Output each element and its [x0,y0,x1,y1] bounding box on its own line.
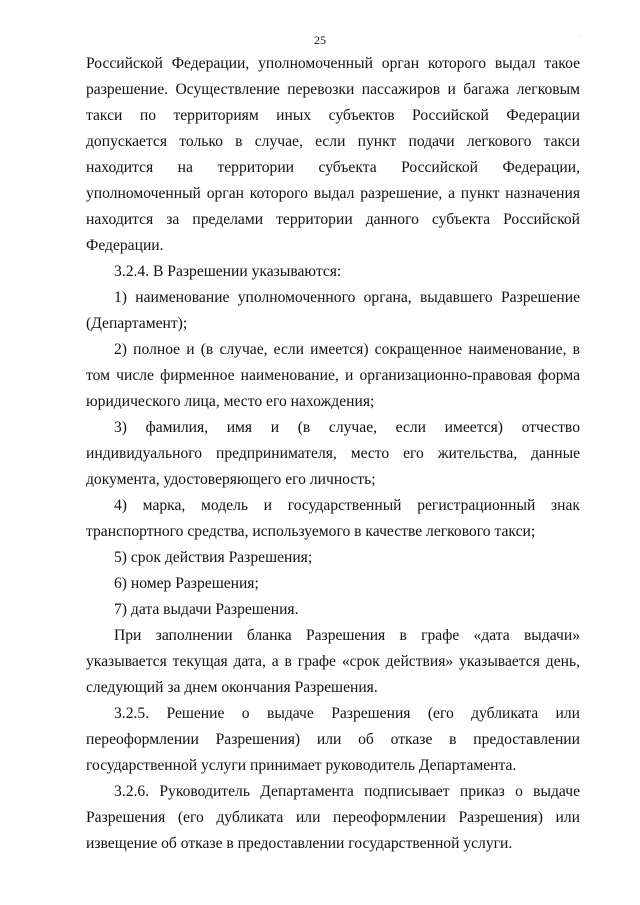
list-item-7: 7) дата выдачи Разрешения. [114,601,299,618]
list-item-5: 5) срок действия Разрешения; [114,549,313,566]
list-item-4: 4) марка, модель и государственный регистрационный знак транспортного средства, используемого в качестве легкового такси; [86,497,580,540]
list-item-3: 3) фамилия, имя и (в случае, если имеется) отчество индивидуального предпринимателя, место его жительства, данные документа, удостоверяющего его личность; [86,419,580,488]
corner-mark: · [578,34,580,40]
paragraph-federation: Российской Федерации, уполномоченный орган которого выдал такое разрешение. Осуществление перевозки пассажиров и багажа легковым такси по территориям иных субъектов Российской Федерации допускается только в случае, если пункт подачи легкового такси находится на территории субъекта Российской Федерации, уполномоченный орган которого выдал разрешение, а пункт назначения находится за пределами территории данного субъекта Российской Федерации. [86,55,580,254]
list-item-1: 1) наименование уполномоченного органа, выдавшего Разрешение (Департамент); [86,289,580,332]
section-3-2-5: 3.2.5. Решение о выдаче Разрешения (его дубликата или переоформлении Разрешения) или об отказе в предоставлении государственной услуги принимает руководитель Департамента. [86,705,580,774]
page-number: 25 [314,33,326,47]
paragraph-filling-form: При заполнении бланка Разрешения в графе «дата выдачи» указывается текущая дата, а в графе «срок действия» указывается день, следующий за днем окончания Разрешения. [86,627,580,696]
section-3-2-6: 3.2.6. Руководитель Департамента подписывает приказ о выдаче Разрешения (его дубликата или переоформлении Разрешения) или извещение об отказе в предоставлении государственной услуги. [86,783,580,852]
list-item-6: 6) номер Разрешения; [114,575,259,592]
list-item-2: 2) полное и (в случае, если имеется) сокращенное наименование, в том числе фирменное наименование, и организационно-правовая форма юридического лица, место его нахождения; [86,341,580,410]
section-3-2-4-heading: 3.2.4. В Разрешении указываются: [114,263,342,280]
document-body [86,51,580,857]
